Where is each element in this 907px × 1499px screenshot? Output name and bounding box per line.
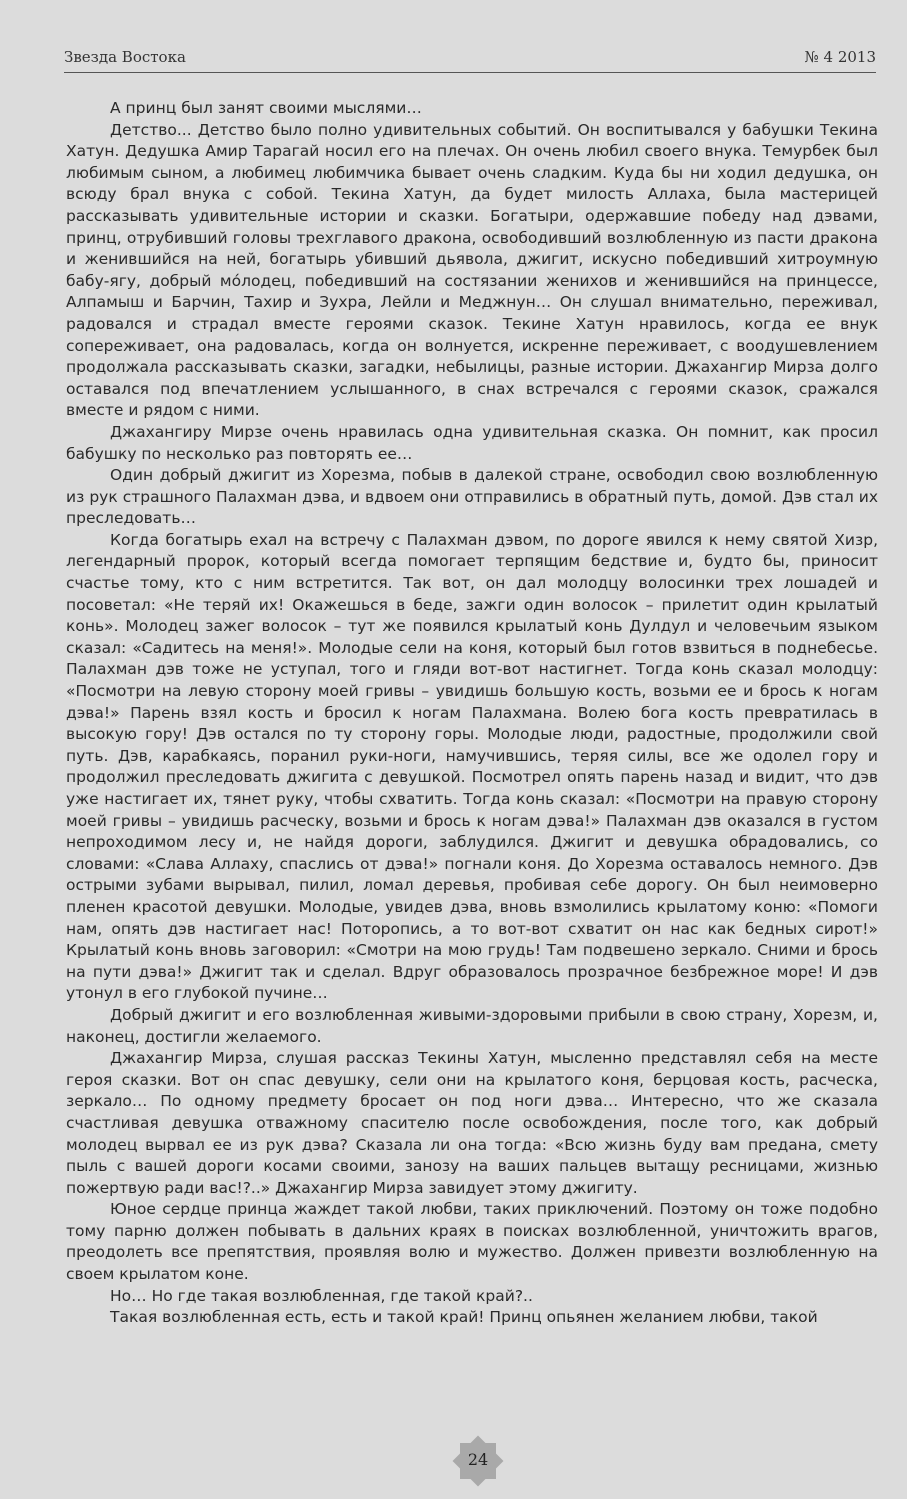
paragraph: Но… Но где такая возлюбленная, где такой край?.. [110, 1286, 533, 1305]
paragraph: Джахангиру Мирзе очень нравилась одна удивительная сказка. Он помнит, как просил бабушку по несколько раз повторять ее… [66, 422, 878, 463]
body-text [66, 98, 878, 1329]
paragraph: А принц был занят своими мыслями… [110, 99, 422, 117]
journal-title: Звезда Востока [64, 48, 186, 66]
page-number: 24 [467, 1450, 489, 1469]
paragraph: Когда богатырь ехал на встречу с Палахман дэвом, по дороге явился к нему святой Хизр, легендарный пророк, который всегда помогает терпящим бедствие и, будто бы, приносит счастье тому, кто с ним встретится. Так вот, он дал молодцу волосинки трех лошадей и посоветал: «Не теряй их! Окажешься в беде, зажги один волосок – прилетит один крылатый конь». Молодец зажег волосок – тут же появился крылатый конь Дулдул и человечьим языком сказал: «Садитесь на меня!». Молодые сели на коня, который был готов взвиться в поднебесье. Палахман дэв тоже не уступал, того и гляди вот-вот настигнет. Тогда конь сказал молодцу: «Посмотри на левую сторону моей гривы – увидишь большую кость, возьми ее и брось к ногам дэва!» Парень взял кость и бросил к ногам Палахмана. Волею бога кость превратилась в высокую гору! Дэв остался по ту сторону горы. Молодые люди, радостные, продолжили свой путь. Дэв, карабкаясь, поранил руки-ноги, намучившись, теряя силы, все же одолел гору и продолжил преследовать джигита с девушкой. Посмотрел опять парень назад и видит, что дэв уже настигает их, тянет руку, чтобы схватить. Тогда конь сказал: «Посмотри на правую сторону моей гривы – увидишь расческу, возьми и брось к ногам дэва!» Палахман дэв оказался в густом непроходимом лесу и, не найдя дороги, заблудился. Джигит и девушка обрадовались, со словами: «Слава Аллаху, спаслись от дэва!» погнали коня. До Хорезма оставалось немного. Дэв острыми зубами вырывал, пилил, ломал деревья, пробивая себе дорогу. Он был неимоверно пленен красотой девушки. Молодые, увидев дэва, вновь взмолились крылатому коню: «Помоги нам, опять дэв настигает нас! Поторопись, а то вот-вот схватит он нас как бедных сирот!» Крылатый конь вновь заговорил: «Смотри на мою грудь! Там подвешено зеркало. Сними и брось на пути дэва!» Джигит так и сделал. Вдруг образовалось прозрачное безбрежное море! И дэв утонул в его глубокой пучине… [66, 530, 878, 1003]
paragraph: Детство... Детство было полно удивительных событий. Он воспитывался у бабушки Текина Хатун. Дедушка Амир Тарагай носил его на плечах. Он очень любил своего внука. Темурбек был любимым сыном, а любимец любимчика бывает очень сладким. Куда бы ни ходил дедушка, он всюду брал внука с собой. Текина Хатун, да будет милость Аллаха, была мастерицей рассказывать удивительные истории и сказки. Богатыри, одержавшие победу над дэвами, принц, отрубивший головы трехглавого дракона, освободивший возлюбленную из пасти дракона и женившийся на ней, богатырь убивший дьявола, джигит, искусно победивший хитроумную бабу-ягу, добрый мóлодец, победивший на состязании женихов и женившийся на принцессе, Алпамыш и Барчин, Тахир и Зухра, Лейли и Меджнун… Он слушал внимательно, переживал, радовался и страдал вместе героями сказок. Текине Хатун нравилось, когда ее внук сопереживает, она радовалась, когда он волнуется, искренне переживает, с воодушевлением продолжала рассказывать сказки, загадки, небылицы, разные истории. Джахангир Мирза долго оставался под впечатлением услышанного, в снах встречался с героями сказок, сражался вместе и рядом с ними. [66, 120, 878, 420]
running-header [64, 48, 876, 73]
issue-number: № 4 2013 [804, 48, 876, 66]
paragraph: Такая возлюбленная есть, есть и такой край! Принц опьянен желанием любви, такой [110, 1308, 818, 1327]
paragraph: Джахангир Мирза, слушая рассказ Текины Хатун, мысленно представлял себя на месте героя сказки. Вот он спас девушку, сели они на крылатого коня, берцовая кость, расческа, зеркало… По одному предмету бросает он под ноги дэва… Интересно, что же сказала счастливая девушка отважному спасителю после освобождения, после того, как добрый молодец вырвал ее из рук дэва? Сказала ли она тогда: «Всю жизнь буду вам предана, смету пыль с вашей дороги косами своими, занозу на ваших пальцев вытащу ресницами, жизнью пожертвую ради вас!?..» Джахангир Мирза завидует этому джигиту. [66, 1049, 878, 1197]
paragraph: Юное сердце принца жаждет такой любви, таких приключений. Поэтому он тоже подобно тому парню должен побывать в дальних краях в поисках возлюбленной, уничтожить врагов, преодолеть все препятствия, проявляя волю и мужество. Должен привезти возлюбленную на своем крылатом коне. [66, 1200, 878, 1284]
page-number-badge [450, 1433, 506, 1489]
paragraph: Добрый джигит и его возлюбленная живыми-здоровыми прибыли в свою страну, Хорезм, и, наконец, достигли желаемого. [66, 1005, 878, 1046]
paragraph: Один добрый джигит из Хорезма, побыв в далекой стране, освободил свою возлюбленную из рук страшного Палахман дэва, и вдвоем они отправились в обратный путь, домой. Дэв стал их преследовать… [66, 466, 878, 528]
